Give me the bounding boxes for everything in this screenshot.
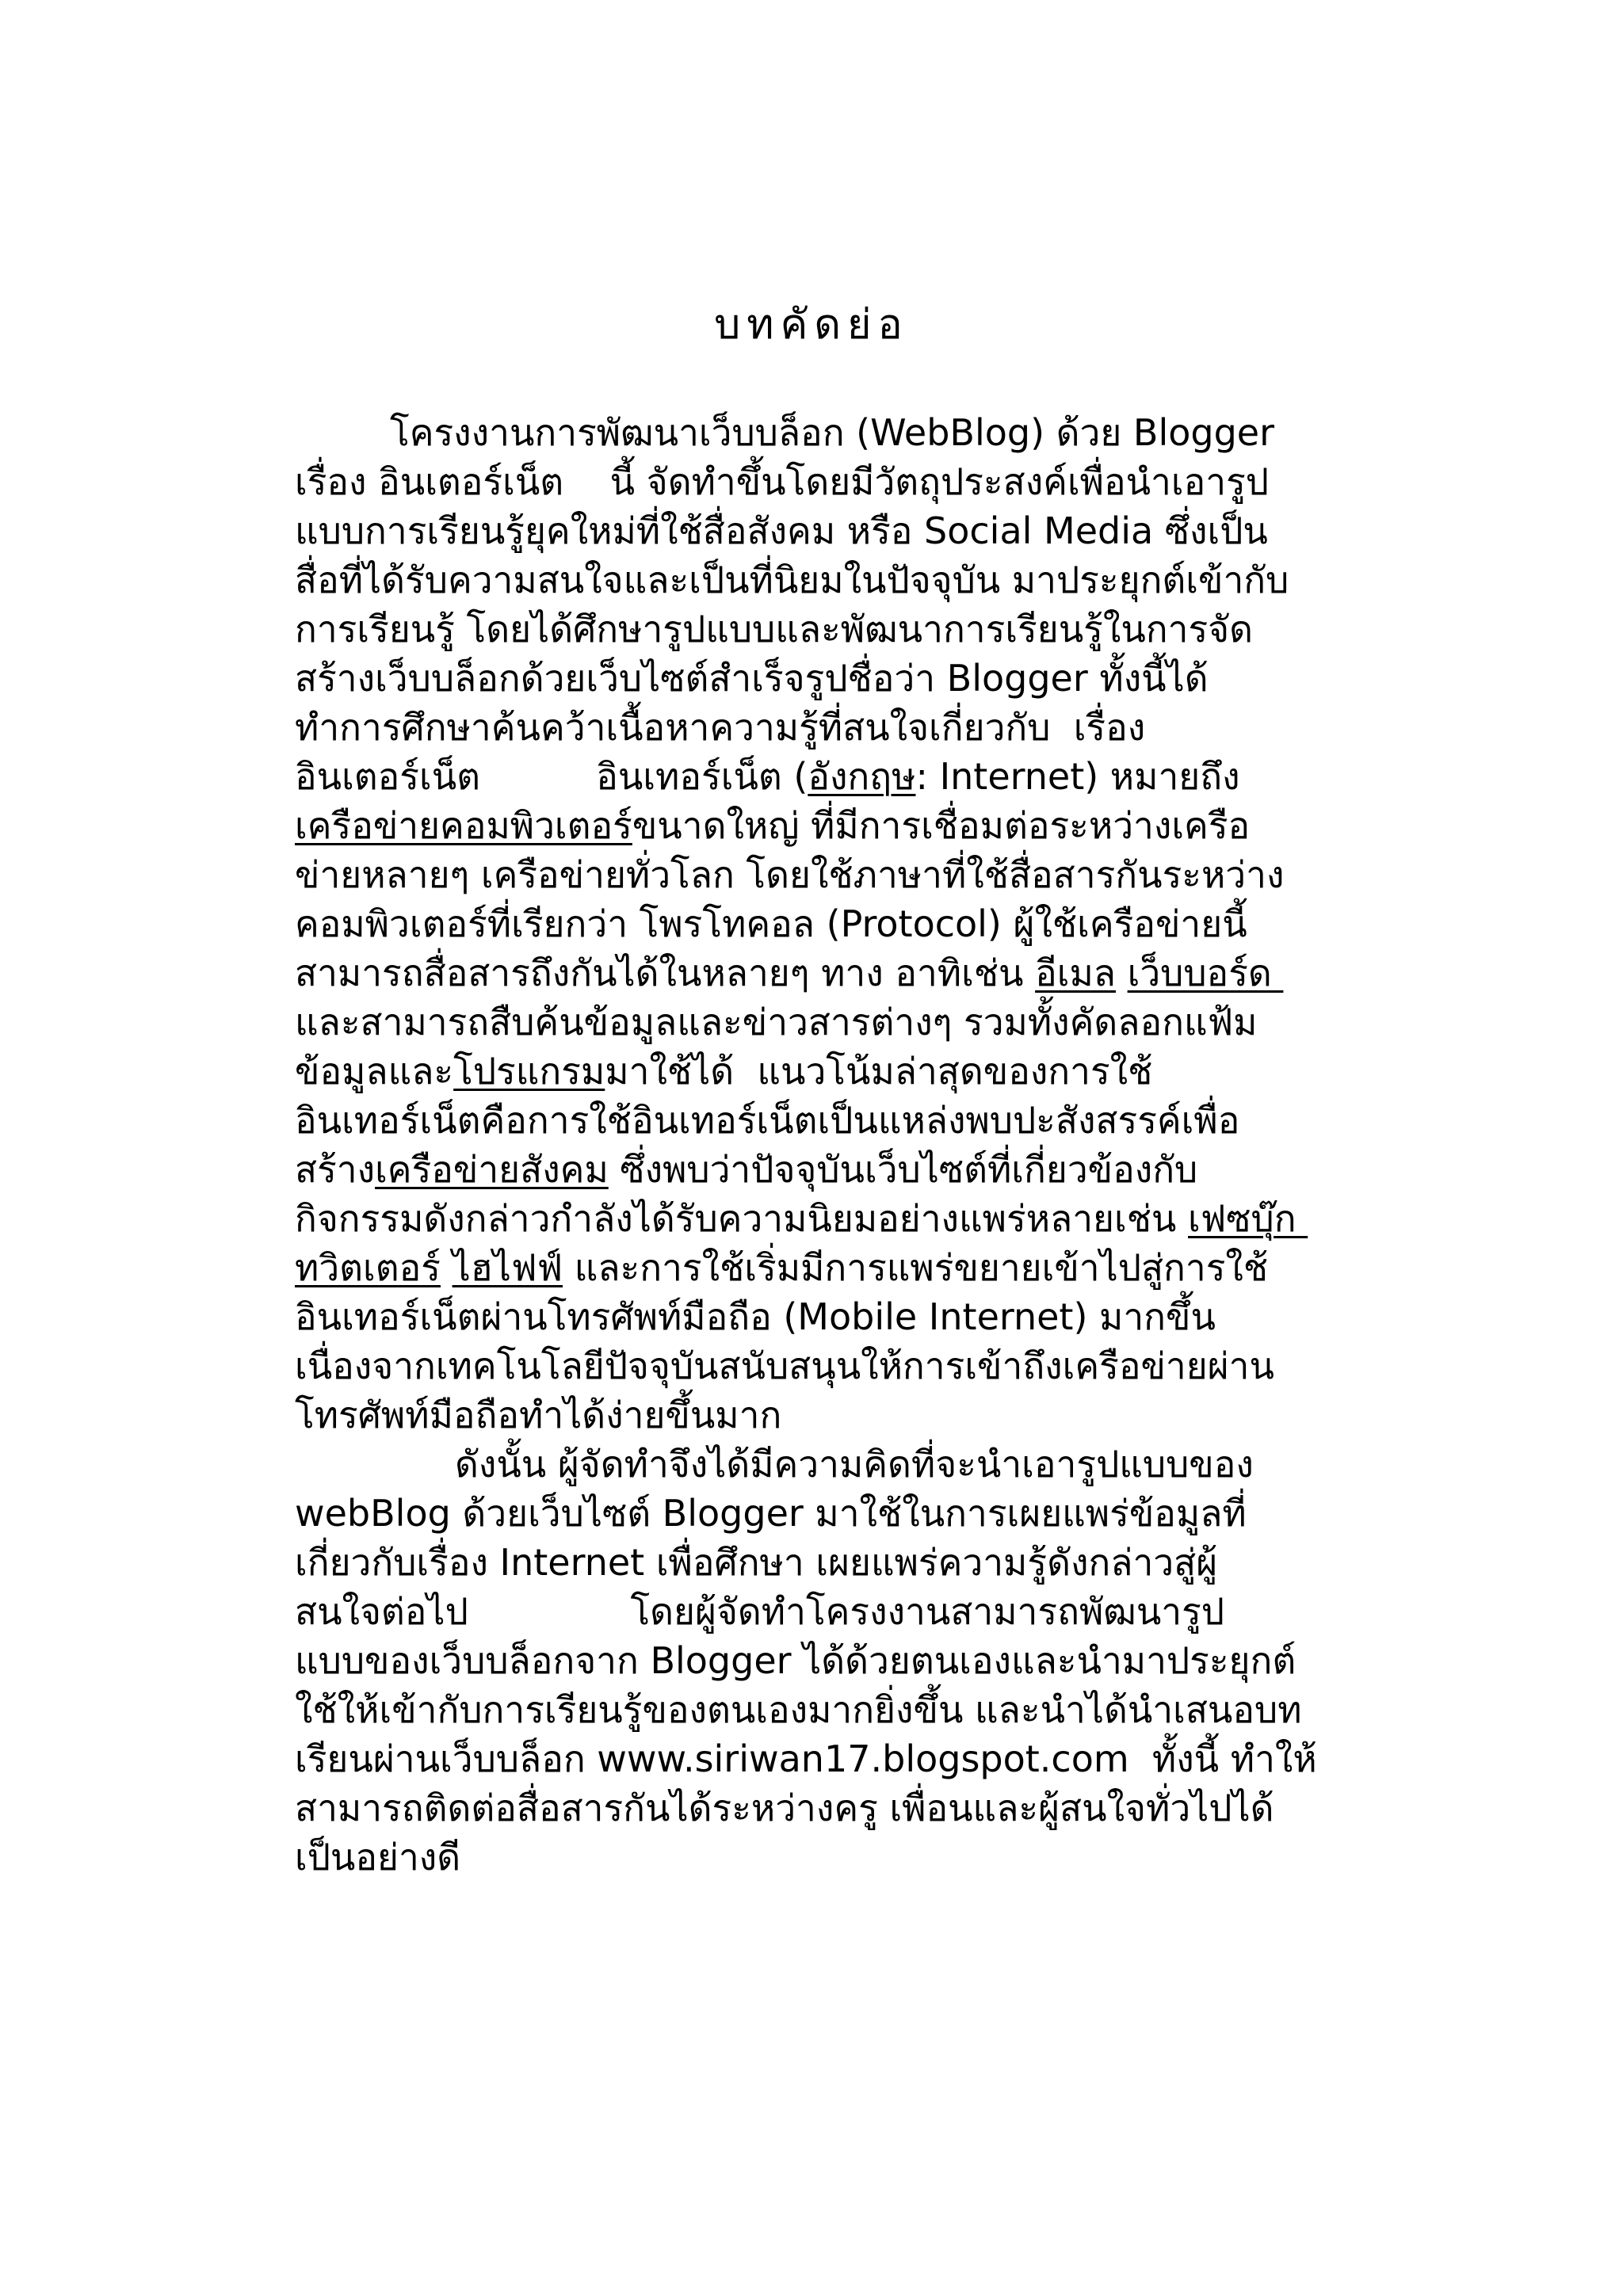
link-webboard[interactable]: เว็บบอร์ด	[1127, 952, 1284, 994]
p1-line-19: อินเทอร์เน็ตผ่านโทรศัพท์มือถือ (Mobile Internet) มากขึ้น	[295, 1295, 1216, 1338]
p1-line-4: สื่อที่ได้รับความสนใจและเป็นที่นิยมในปัจจุบัน มาประยุกต์เข้ากับ	[295, 559, 1289, 601]
p2-line-2: webBlog ด้วยเว็บไซต์ Blogger มาใช้ในการเผยแพร่ข้อมูลที่	[295, 1492, 1247, 1535]
link-program[interactable]: โปรแกรม	[453, 1050, 605, 1093]
p1-line-5: การเรียนรู้ โดยได้ศึกษารูปแบบและพัฒนาการเรียนรู้ในการจัด	[295, 608, 1253, 650]
p1-line-13: และสามารถสืบค้นข้อมูลและข่าวสารต่างๆ รวมทั้งคัดลอกแฟ้ม	[295, 1001, 1258, 1043]
p2-line-9: เป็นอย่างดี	[295, 1836, 461, 1878]
p1-line-1: โครงงานการพัฒนาเว็บบล็อก (WebBlog) ด้วย Blogger	[390, 411, 1275, 454]
link-twitter[interactable]: ทวิตเตอร์	[295, 1246, 441, 1289]
p1-line-14	[295, 1047, 1152, 1096]
link-hi5[interactable]: ไฮไฟฟ์	[452, 1246, 563, 1289]
p1-line-14-text-end: มาใช้ได้ แนวโน้มล่าสุดของการใช้	[605, 1050, 1153, 1093]
p1-line-20: เนื่องจากเทคโนโลยีปัจจุบันสนับสนุนให้การเข้าถึงเครือข่ายผ่าน	[295, 1344, 1274, 1387]
p1-line-18	[295, 1243, 1268, 1292]
p1-line-18-space	[441, 1246, 453, 1289]
p2-line-5: แบบของเว็บบล็อกจาก Blogger ได้ด้วยตนเองและนำมาประยุกต์	[295, 1639, 1296, 1682]
link-english[interactable]: อังกฤษ	[808, 755, 916, 798]
p2-line-1: ดังนั้น ผู้จัดทำจึงได้มีความคิดที่จะนำเอารูปแบบของ	[455, 1443, 1254, 1486]
p1-line-16-text-end: ซึ่งพบว่าปัจจุบันเว็บไซต์ที่เกี่ยวข้องกับ	[608, 1148, 1198, 1191]
p1-line-6: สร้างเว็บบล็อกด้วยเว็บไซต์สำเร็จรูปชื่อว่า Blogger ทั้งนี้ได้	[295, 657, 1209, 700]
p1-line-3: แบบการเรียนรู้ยุคใหม่ที่ใช้สื่อสังคม หรือ Social Media ซึ่งเป็น	[295, 509, 1268, 552]
p1-line-9	[295, 801, 1250, 850]
p1-line-2: เรื่อง อินเตอร์เน็ต นี้ จัดทำขึ้นโดยมีวัตถุประสงค์เพื่อนำเอารูป	[295, 460, 1269, 503]
p1-line-15: อินเทอร์เน็ตคือการใช้อินเทอร์เน็ตเป็นแหล่งพบปะสังสรรค์เพื่อ	[295, 1099, 1240, 1142]
link-computer-network[interactable]: เครือข่ายคอมพิวเตอร์	[295, 804, 632, 847]
p1-line-17-text: กิจกรรมดังกล่าวกำลังได้รับความนิยมอย่างแพร่หลายเช่น	[295, 1197, 1188, 1240]
link-social-network[interactable]: เครือข่ายสังคม	[375, 1148, 609, 1191]
p2-line-4: สนใจต่อไป โดยผู้จัดทำโครงงานสามารถพัฒนารูป	[295, 1590, 1224, 1633]
p1-line-7: ทำการศึกษาค้นคว้าเนื้อหาความรู้ที่สนใจเกี่ยวกับ เรื่อง	[295, 706, 1146, 749]
p1-line-14-text: ข้อมูลและ	[295, 1050, 454, 1093]
p1-line-16-text: สร้าง	[295, 1148, 376, 1191]
p1-line-18-text: และการใช้เริ่มมีการแพร่ขยายเข้าไปสู่การใช้	[563, 1246, 1269, 1289]
p1-line-16	[295, 1145, 1197, 1194]
p1-line-8	[295, 752, 1240, 801]
p1-line-8-text-end: : Internet) หมายถึง	[915, 755, 1240, 798]
p2-line-3: เกี่ยวกับเรื่อง Internet เพื่อศึกษา เผยแพร่ความรู้ดังกล่าวสู่ผู้	[295, 1541, 1218, 1584]
link-email[interactable]: อีเมล	[1035, 952, 1116, 994]
p1-line-17	[295, 1194, 1308, 1243]
p2-line-6: ใช้ให้เข้ากับการเรียนรู้ของตนเองมากยิ่งขึ้น และนำได้นำเสนอบท	[295, 1688, 1302, 1731]
p1-line-9-text: ขนาดใหญ่ ที่มีการเชื่อมต่อระหว่างเครือ	[632, 804, 1251, 847]
p1-line-11: คอมพิวเตอร์ที่เรียกว่า โพรโทคอล (Protocol) ผู้ใช้เครือข่ายนี้	[295, 902, 1247, 945]
p1-line-12	[295, 948, 1283, 997]
p2-line-7: เรียนผ่านเว็บบล็อก www.siriwan17.blogspot.com ทั้งนี้ ทำให้	[295, 1737, 1317, 1780]
link-facebook[interactable]: เฟซบุ๊ก	[1188, 1197, 1308, 1240]
page-title: บทคัดย่อ	[714, 301, 909, 349]
p1-line-12-space	[1116, 952, 1128, 994]
p1-line-8-text: อินเตอร์เน็ต อินเทอร์เน็ต (	[295, 755, 808, 798]
p1-line-12-text: สามารถสื่อสารถึงกันได้ในหลายๆ ทาง อาทิเช่น	[295, 952, 1036, 994]
p1-line-21: โทรศัพท์มือถือทำได้ง่ายขึ้นมาก	[295, 1394, 782, 1436]
p1-line-10: ข่ายหลายๆ เครือข่ายทั่วโลก โดยใช้ภาษาที่ใช้สื่อสารกันระหว่าง	[295, 853, 1285, 896]
p2-line-8: สามารถติดต่อสื่อสารกันได้ระหว่างครู เพื่อนและผู้สนใจทั่วไปได้	[295, 1787, 1274, 1829]
